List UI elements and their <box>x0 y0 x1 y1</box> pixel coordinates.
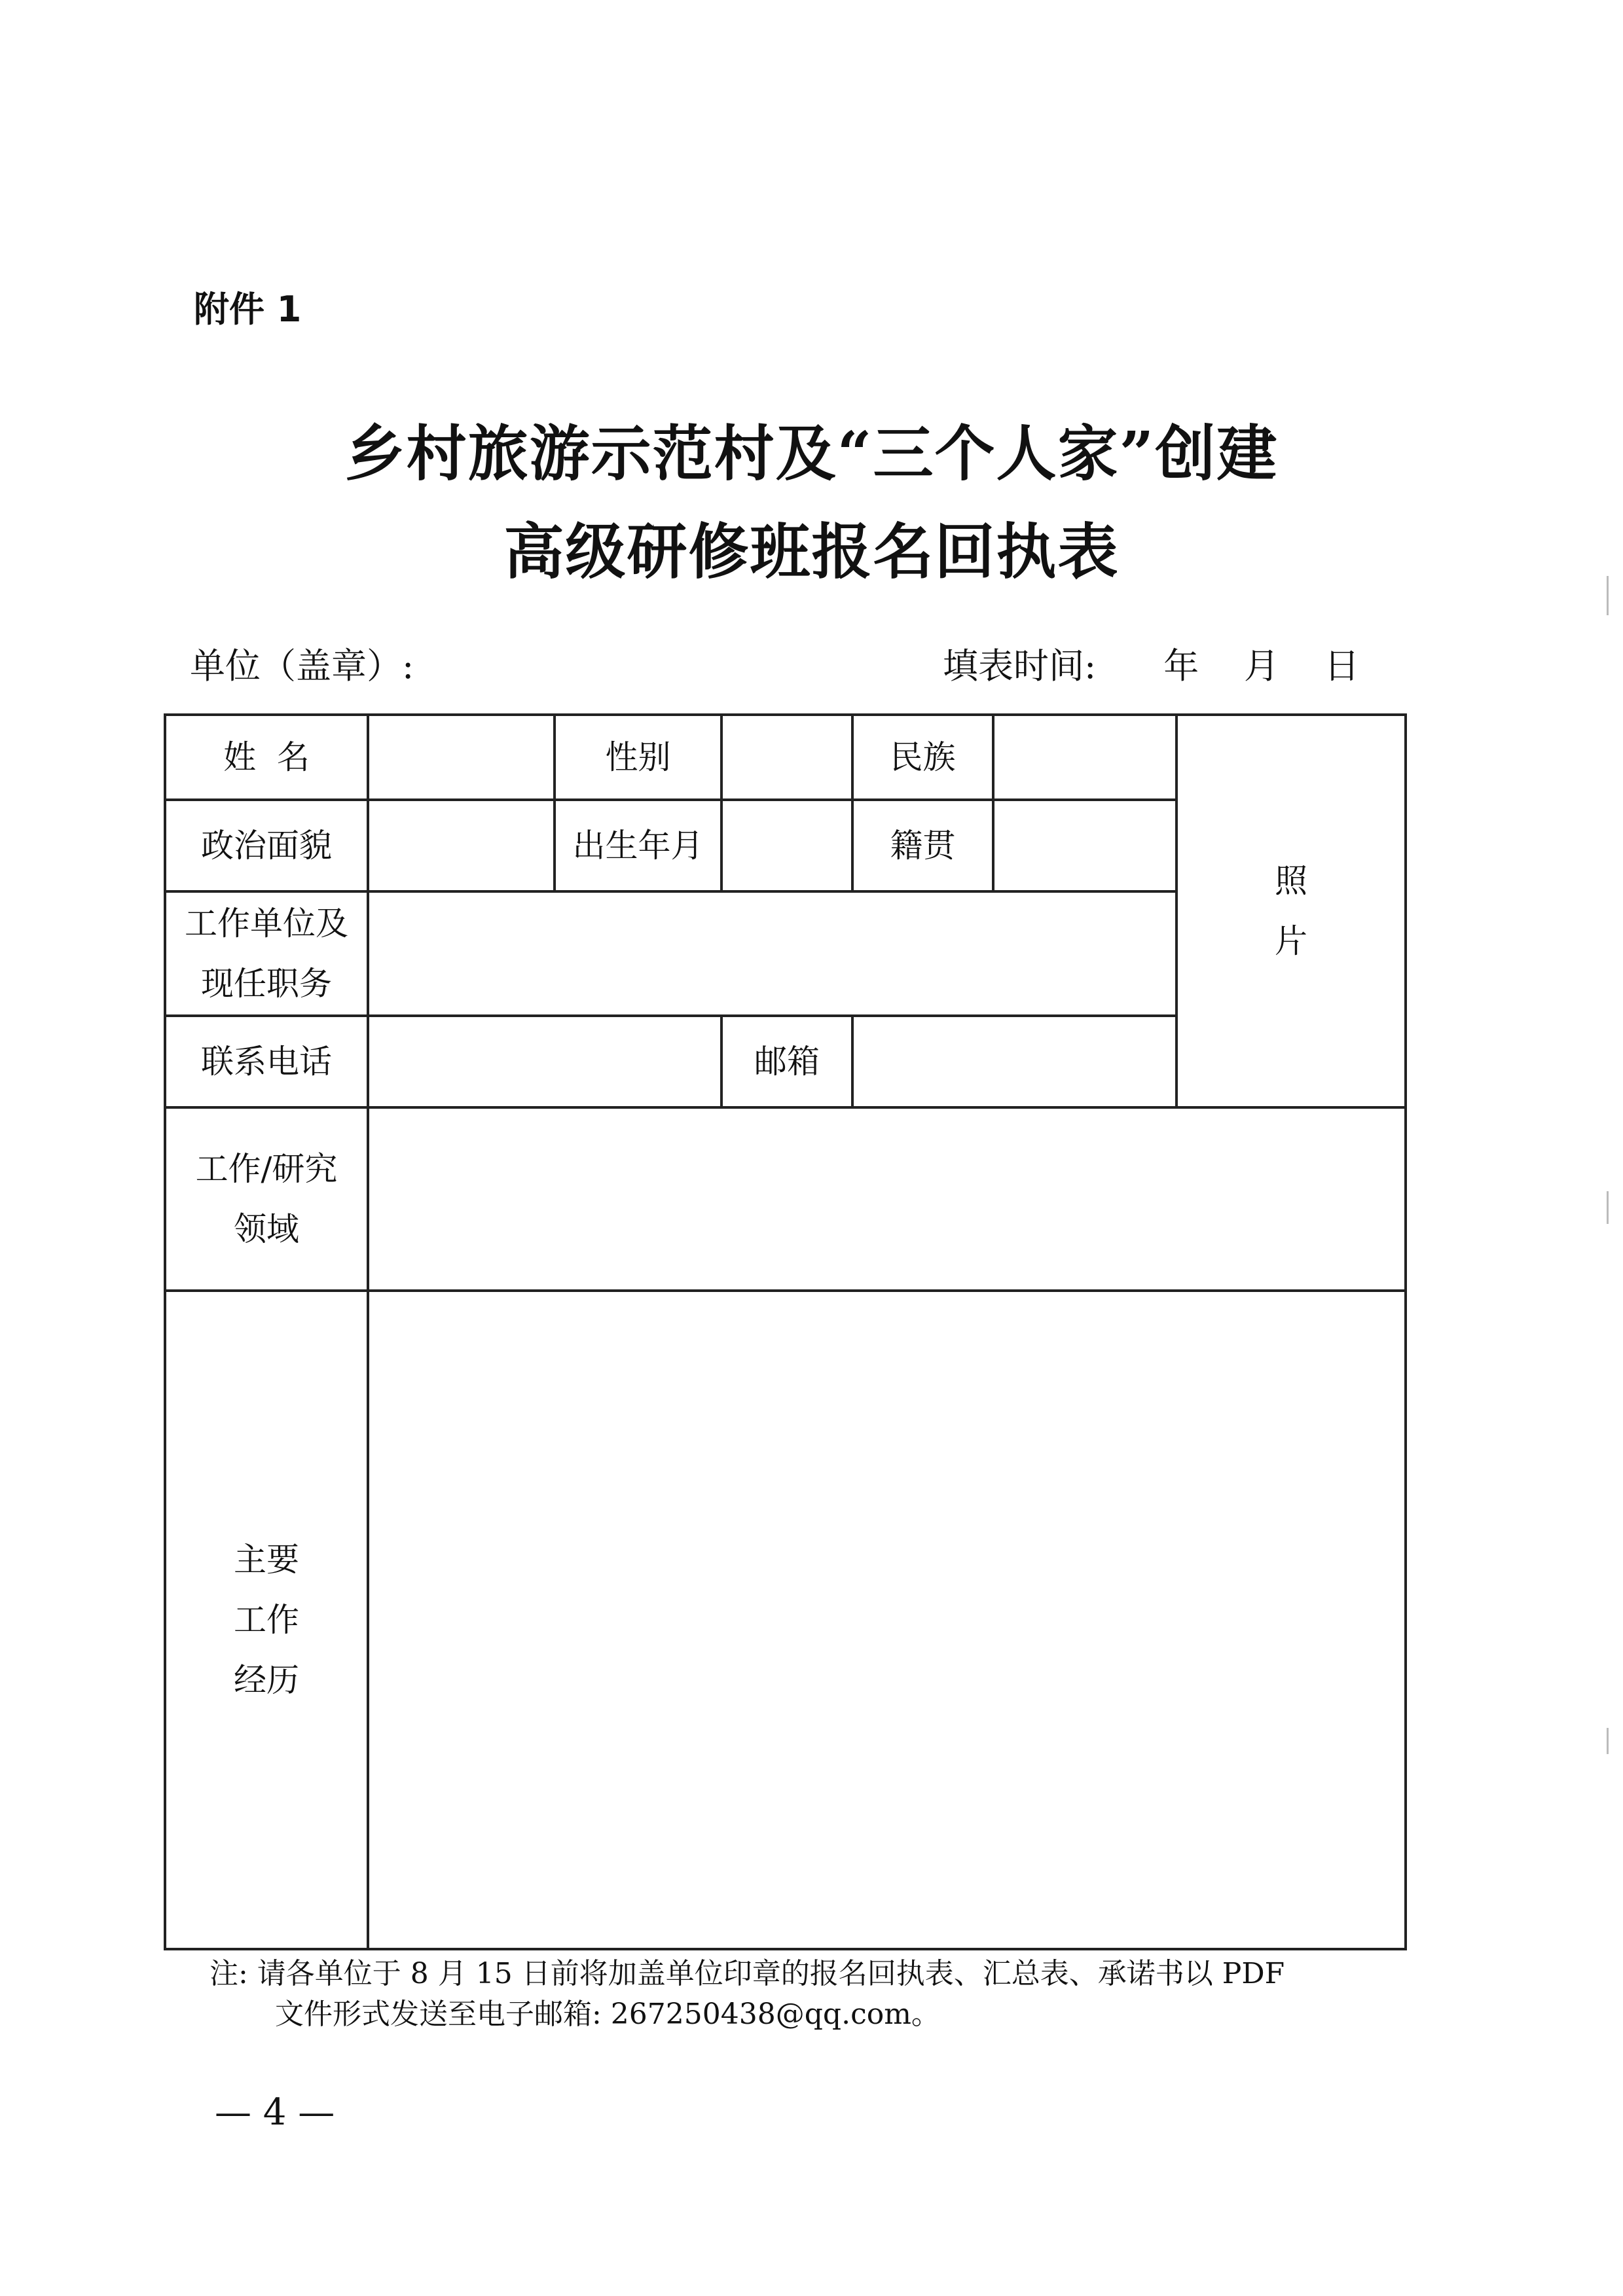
scan-edge-mark <box>1607 1191 1609 1224</box>
phone-field[interactable] <box>368 1016 721 1107</box>
form-title-line-2: 高级研修班报名回执表 <box>503 516 1120 587</box>
work-unit-label <box>165 891 368 1016</box>
research-field-label-1: 工作/研究 <box>195 1150 338 1188</box>
birth-date-label: 出生年月 <box>555 800 721 891</box>
research-field-input[interactable] <box>368 1107 1406 1291</box>
work-experience-input[interactable] <box>368 1291 1406 1949</box>
photo-cell[interactable] <box>1176 715 1406 1107</box>
fill-date <box>943 638 1360 689</box>
name-field[interactable] <box>368 715 555 800</box>
native-place-field[interactable] <box>993 800 1176 891</box>
email-field[interactable] <box>852 1016 1176 1107</box>
political-status-label: 政治面貌 <box>165 800 368 891</box>
political-status-field[interactable] <box>368 800 555 891</box>
fill-date-label: 填表时间: <box>943 645 1097 687</box>
form-title-line-1: 乡村旅游示范村及“三个人家”创建 <box>344 418 1279 489</box>
research-field-label-2: 领域 <box>234 1210 299 1248</box>
footnote <box>210 1954 1453 2035</box>
ethnicity-field[interactable] <box>993 715 1176 800</box>
gender-field[interactable] <box>721 715 852 800</box>
research-field-label <box>165 1107 368 1291</box>
attachment-label: 附件 1 <box>194 289 302 330</box>
native-place-label: 籍贯 <box>852 800 993 891</box>
gender-label: 性别 <box>555 715 721 800</box>
fill-date-month: 月 <box>1243 645 1279 687</box>
registration-form-table <box>164 713 1407 1950</box>
email-label: 邮箱 <box>721 1016 852 1107</box>
page-number: — 4 — <box>215 2091 335 2134</box>
scan-edge-mark <box>1607 576 1609 615</box>
work-unit-field[interactable] <box>368 891 1176 1016</box>
work-experience-label-2: 工作 <box>234 1601 299 1639</box>
work-experience-label-1: 主要 <box>234 1541 299 1579</box>
footnote-line-1: 注: 请各单位于 8 月 15 日前将加盖单位印章的报名回执表、汇总表、承诺书以 PDF <box>210 1957 1285 1990</box>
phone-label: 联系电话 <box>165 1016 368 1107</box>
work-unit-label-1: 工作单位及 <box>185 905 348 942</box>
fill-date-year: 年 <box>1163 645 1199 687</box>
ethnicity-label: 民族 <box>852 715 993 800</box>
work-experience-label <box>165 1291 368 1949</box>
scan-edge-mark <box>1607 1728 1609 1754</box>
work-experience-label-3: 经历 <box>234 1661 299 1699</box>
work-unit-label-2: 现任职务 <box>201 965 332 1003</box>
name-label: 姓 名 <box>165 715 368 800</box>
footnote-line-2: 文件形式发送至电子邮箱: 267250438@qq.com。 <box>275 1998 940 2031</box>
photo-label-1: 照 <box>1275 862 1307 900</box>
birth-date-field[interactable] <box>721 800 852 891</box>
unit-stamp-label: 单位（盖章）: <box>190 645 414 687</box>
photo-label-2: 片 <box>1275 922 1307 960</box>
fill-date-day: 日 <box>1324 645 1360 687</box>
